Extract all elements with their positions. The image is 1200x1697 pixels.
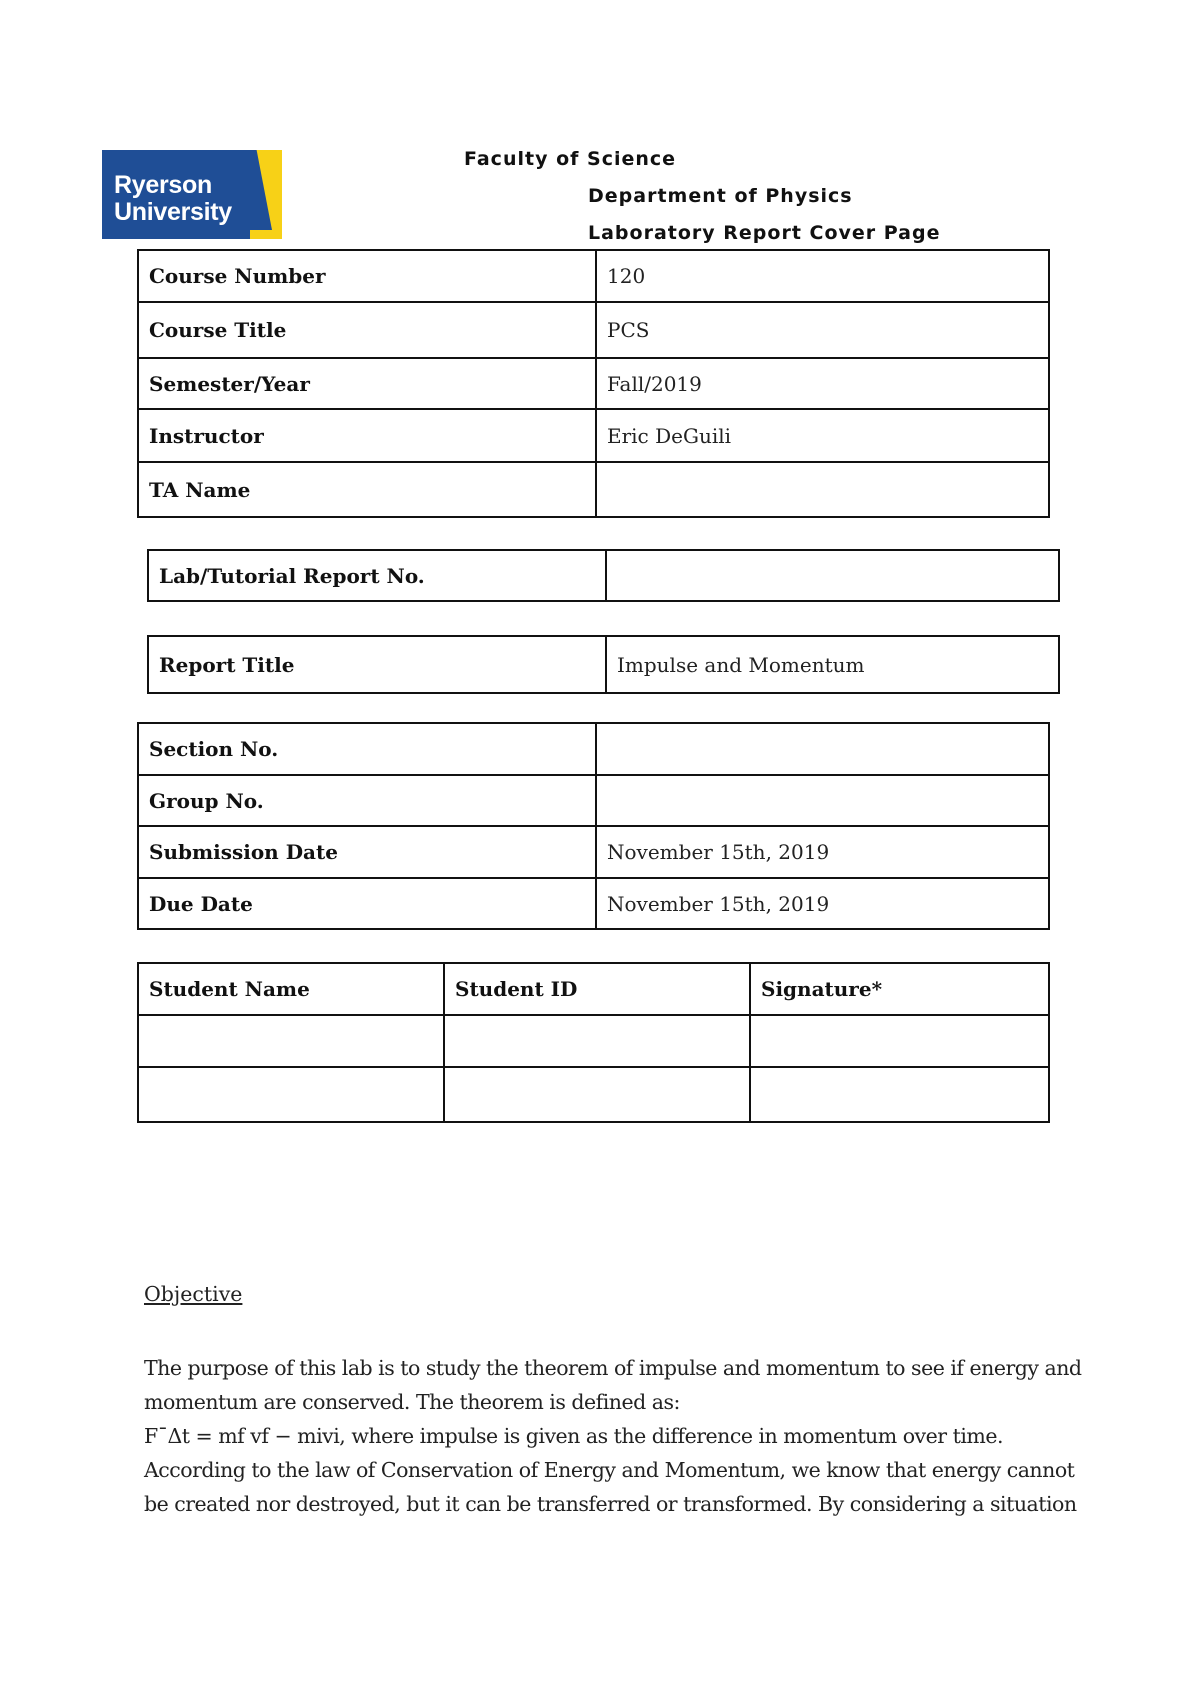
department-heading: Department of Physics [588,185,853,207]
report-title-value: Impulse and Momentum [606,636,1059,693]
group-no-label: Group No. [138,775,596,826]
signature-cell [750,1067,1049,1122]
semester-label: Semester/Year [138,358,596,409]
logo-line2: University [114,198,232,226]
due-date-label: Due Date [138,878,596,929]
logo-line1: Ryerson [114,171,212,199]
student-id-cell [444,1067,750,1122]
course-number-value: 120 [596,250,1049,302]
semester-value: Fall/2019 [596,358,1049,409]
student-name-cell [138,1067,444,1122]
table-row [138,1015,1049,1067]
report-number-value [606,550,1059,601]
student-id-cell [444,1015,750,1067]
instructor-value: Eric DeGuili [596,409,1049,462]
report-number-label: Lab/Tutorial Report No. [148,550,606,601]
paragraph-line: momentum are conserved. The theorem is defined as: [144,1390,680,1414]
ta-name-value [596,462,1049,517]
table-row [138,1067,1049,1122]
group-no-value [596,775,1049,826]
table-row [148,550,1059,601]
student-table [137,962,1050,1123]
table-row [138,302,1049,358]
signature-header: Signature* [750,963,1049,1015]
submission-date-label: Submission Date [138,826,596,878]
table-row [138,250,1049,302]
paragraph-line: F¯Δt = mf vf − mivi, where impulse is given as the difference in momentum over time. [144,1424,1003,1448]
ryerson-logo [102,150,282,239]
table-row [138,878,1049,929]
table-row [138,358,1049,409]
faculty-heading: Faculty of Science [464,148,677,170]
report-number-table [147,549,1060,602]
table-row [138,409,1049,462]
cover-page-title: Laboratory Report Cover Page [588,222,941,244]
table-row [148,636,1059,693]
course-title-value: PCS [596,302,1049,358]
table-header-row [138,963,1049,1015]
course-title-label: Course Title [138,302,596,358]
student-id-header: Student ID [444,963,750,1015]
report-title-table [147,635,1060,694]
instructor-label: Instructor [138,409,596,462]
submission-date-value: November 15th, 2019 [596,826,1049,878]
logo-text [114,172,232,226]
due-date-value: November 15th, 2019 [596,878,1049,929]
course-number-label: Course Number [138,250,596,302]
student-name-header: Student Name [138,963,444,1015]
paragraph-line: be created nor destroyed, but it can be transferred or transformed. By considering a situation [144,1492,1077,1516]
objective-heading: Objective [144,1282,243,1306]
course-info-table [137,249,1050,518]
ta-name-label: TA Name [138,462,596,517]
section-no-value [596,723,1049,775]
objective-paragraph [144,1351,1084,1521]
paragraph-line: The purpose of this lab is to study the theorem of impulse and momentum to see if energy and [144,1356,1082,1380]
paragraph-line: According to the law of Conservation of Energy and Momentum, we know that energy cannot [144,1458,1075,1482]
table-row [138,826,1049,878]
report-title-label: Report Title [148,636,606,693]
section-info-table [137,722,1050,930]
table-row [138,462,1049,517]
table-row [138,723,1049,775]
section-no-label: Section No. [138,723,596,775]
student-name-cell [138,1015,444,1067]
table-row [138,775,1049,826]
signature-cell [750,1015,1049,1067]
